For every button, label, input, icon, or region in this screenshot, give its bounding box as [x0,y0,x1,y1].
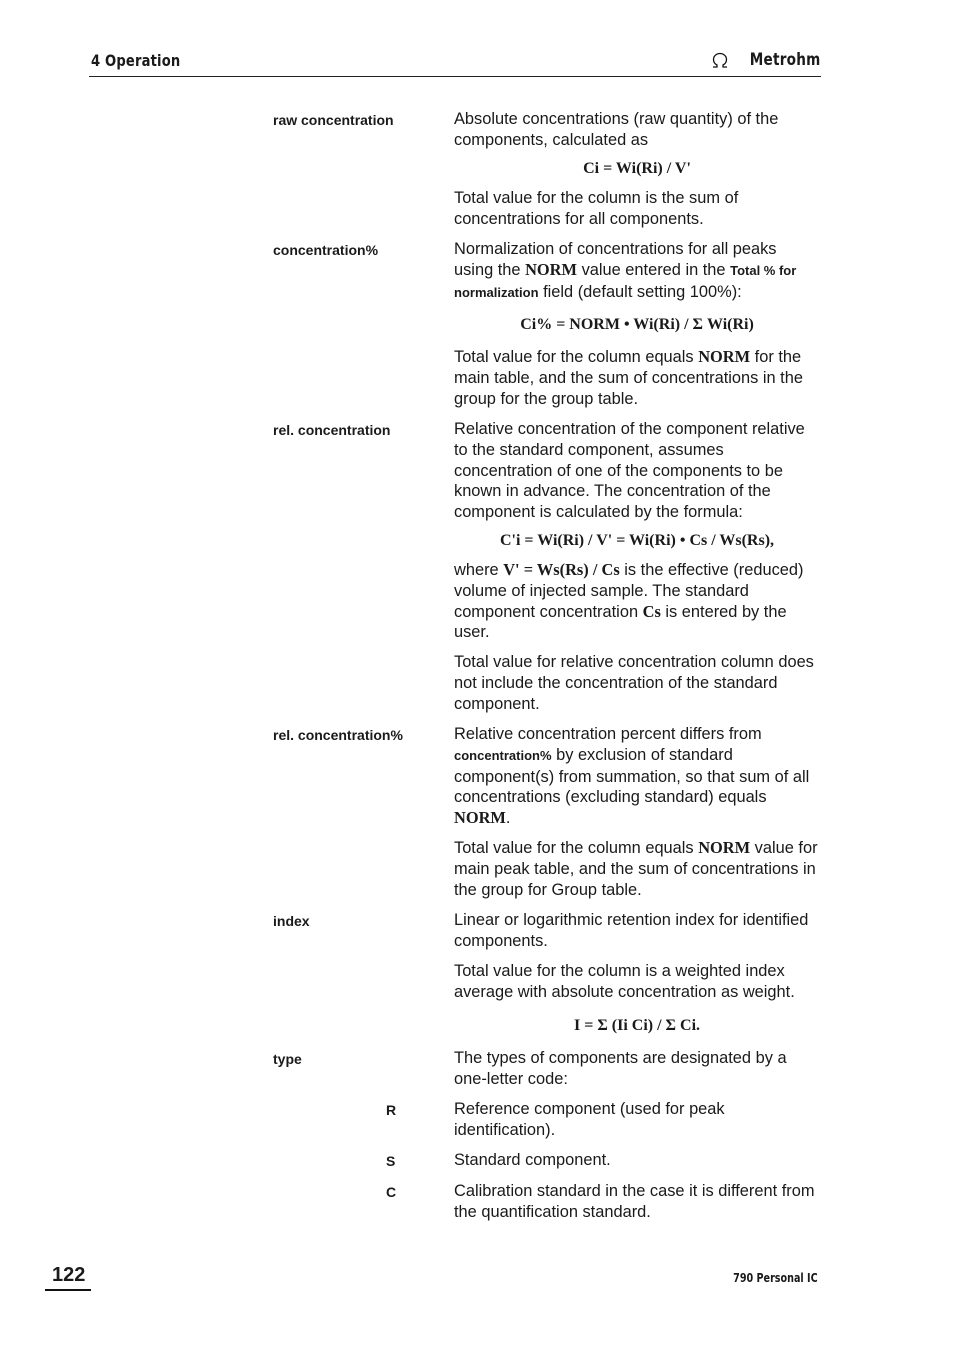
page-number-underline [45,1289,91,1291]
norm-term: NORM [454,808,506,828]
index-total: Total value for the column is a weighted index average with absolute concentration as weight. [454,962,795,1001]
raw-concentration-formula: Ci = Wi(Ri) / V' [583,160,691,177]
logo-text: Metrohm [750,50,821,70]
header-divider [89,76,821,77]
norm-term: NORM [698,347,751,366]
type-code-s: S [386,1153,396,1169]
raw-concentration-total: Total value for the column is the sum of concentrations for all components. [454,189,739,228]
norm-term: NORM [525,259,577,279]
standard-concentration-symbol: Cs [642,601,661,621]
index-formula: I = Σ (Ii Ci) / Σ Ci. [573,1017,701,1034]
norm-term: NORM [698,838,751,857]
term-index: index [273,913,310,929]
rel-concentration-description: Relative concentration of the component relative to the standard component, assumes concentration of one of the components to be known in advance. The concentration of the component is calculated by the formula: [454,420,805,522]
type-code-r-description: Reference component (used for peak identification). [454,1100,725,1139]
rel-concentration-pct-total: Total value for the column equals NORM value for main peak table, and the sum of concentrations in the group for Group table. [454,838,818,899]
type-code-c: C [386,1184,397,1200]
term-raw-concentration: raw concentration [273,112,394,128]
type-code-c-description: Calibration standard in the case it is different from the quantification standard. [454,1182,815,1221]
rel-concentration-pct-description: Relative concentration percent differs from concentration% by exclusion of standard component(s) from summation, so that sum of all concentrations (excluding standard) equals NORM. [454,725,810,828]
concentration-pct-description: Normalization of concentrations for all peaks using the NORM value entered in the Total % for normalization field (default setting 100%): [454,240,797,301]
term-type: type [273,1051,302,1067]
type-code-s-description: Standard component. [454,1151,611,1169]
header-section-title: 4 Operation [91,51,181,70]
field-reference: Total % for normalization [454,262,797,300]
brand-logo [710,50,821,70]
effective-volume-formula: V' = Ws(Rs) / Cs [503,560,620,579]
term-rel-concentration: rel. concentration [273,422,391,438]
footer-product-name: 790 Personal IC [733,1271,818,1285]
type-code-r: R [386,1102,397,1118]
concentration-pct-total: Total value for the column equals NORM for the main table, and the sum of concentrations in the group for the group table. [454,347,803,408]
raw-concentration-description: Absolute concentrations (raw quantity) of the components, calculated as [454,110,779,149]
rel-concentration-formula: C'i = Wi(Ri) / V' = Wi(Ri) • Cs / Ws(Rs), [499,532,775,549]
type-description: The types of components are designated by a one-letter code: [454,1049,787,1088]
index-description: Linear or logarithmic retention index for identified components. [454,911,809,950]
concentration-pct-formula: Ci% = NORM • Wi(Ri) / Σ Wi(Ri) [520,316,754,333]
field-reference: concentration% [454,747,552,763]
rel-concentration-total: Total value for relative concentration column does not include the concentration of the standard component. [454,653,814,713]
term-rel-concentration-pct: rel. concentration% [273,727,403,743]
page-number: 122 [52,1264,86,1286]
omega-icon [710,52,730,68]
rel-concentration-volume-note: where V' = Ws(Rs) / Cs is the effective (reduced) volume of injected sample. The standard component concentration Cs is entered by the user. [454,560,804,642]
term-concentration-pct: concentration% [273,242,379,258]
